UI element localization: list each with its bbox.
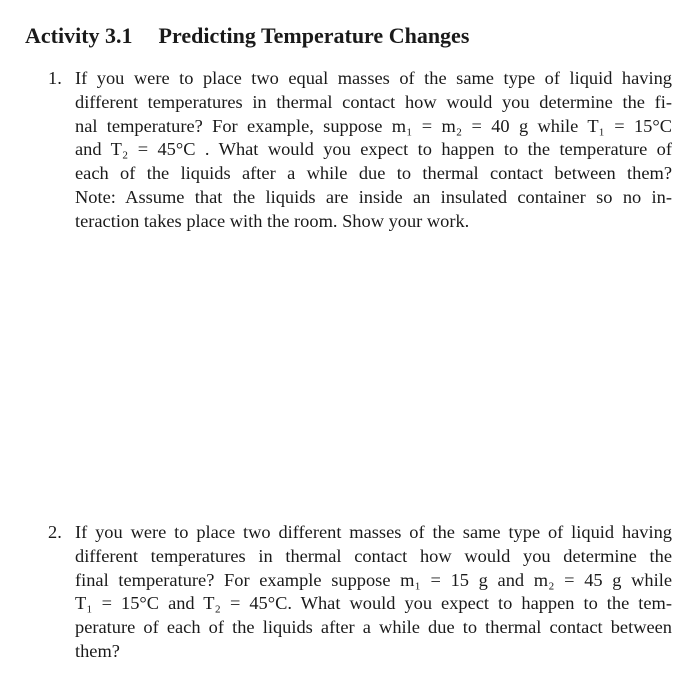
question-line: Note: Assume that the liquids are inside an insulated container so no in- — [75, 186, 672, 207]
question-line: teraction takes place with the room. Show your work. — [75, 210, 470, 231]
question-line: and T₂ = 45°C . What would you expect to happen to the temperature of — [75, 139, 672, 160]
activity-number: Activity 3.1 — [25, 23, 133, 48]
question-number: 1. — [48, 68, 62, 88]
question-line: each of the liquids after a while due to thermal contact between them? — [75, 163, 672, 184]
question-line: them? — [75, 640, 120, 661]
question-2 — [48, 521, 672, 664]
question-line: If you were to place two different masses of the same type of liquid having — [75, 522, 672, 542]
question-line: nal temperature? For example, suppose m₁ = m₂ = 40 g while T₁ = 15°C — [75, 115, 672, 136]
activity-heading — [25, 22, 469, 50]
question-line: perature of each of the liquids after a while due to thermal contact between — [75, 617, 672, 638]
question-number: 2. — [48, 522, 62, 542]
question-line: different temperatures in thermal contact how would you determine the fi- — [75, 91, 672, 112]
question-1 — [48, 67, 672, 234]
question-text — [75, 521, 672, 664]
question-line: T₁ = 15°C and T₂ = 45°C. What would you expect to happen to the tem- — [75, 593, 672, 614]
question-text — [75, 67, 672, 234]
question-line: different temperatures in thermal contact how would you determine the — [75, 545, 672, 566]
question-line: final temperature? For example suppose m₁ = 15 g and m₂ = 45 g while — [75, 569, 672, 590]
question-line: If you were to place two equal masses of the same type of liquid having — [75, 68, 672, 88]
activity-title: Predicting Temperature Changes — [158, 23, 470, 48]
